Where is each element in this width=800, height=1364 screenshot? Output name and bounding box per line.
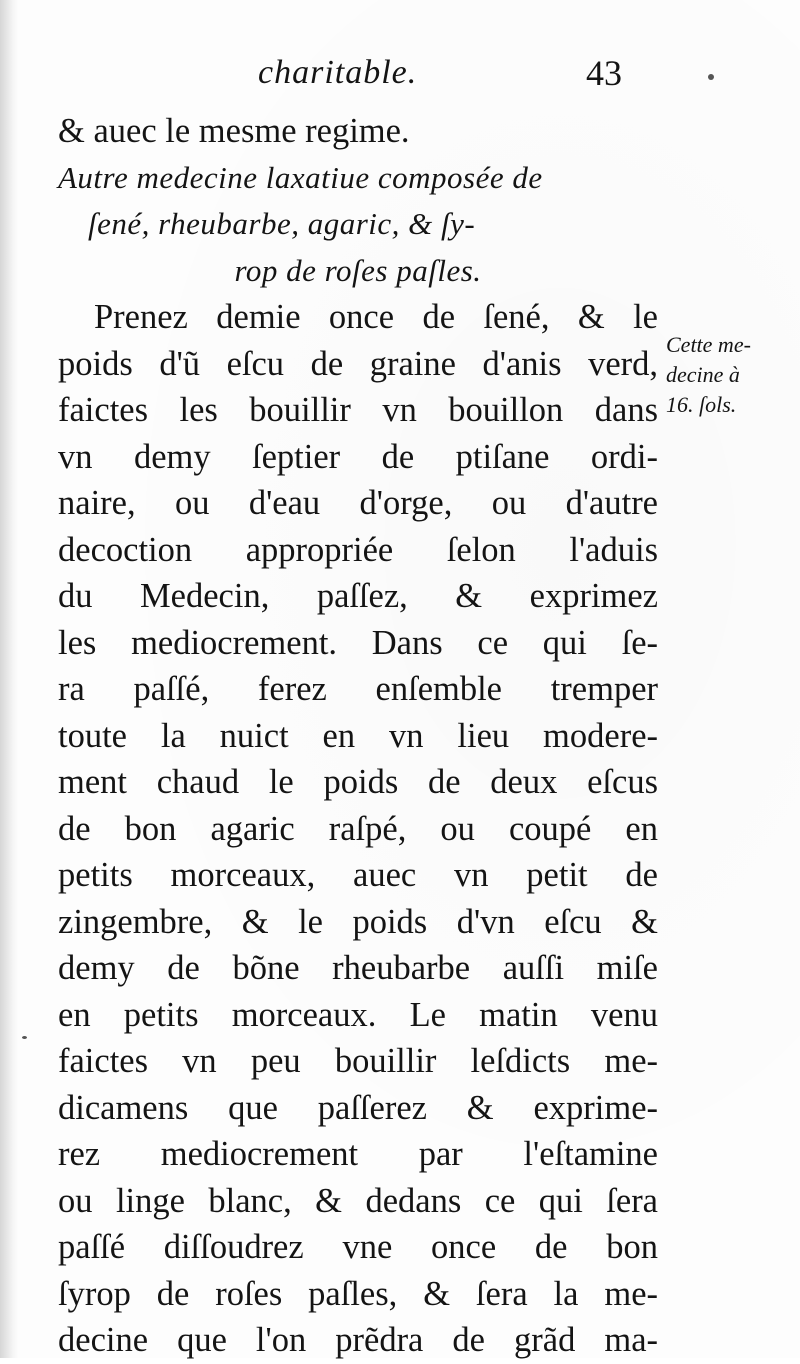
text-line-14: toute la nuict en vn lieu modere-	[58, 716, 658, 755]
text-line-18: zingembre, & le poids d'vn eſcu &	[58, 902, 658, 941]
margin-note-line-2: decine à	[666, 362, 740, 387]
running-head: charitable.	[258, 54, 418, 91]
page-header	[0, 52, 800, 102]
text-line-5: Prenez demie once de ſené, & le	[94, 298, 658, 336]
recipe-heading-line-2: ſené, rheubarbe, agaric, & ſy-	[88, 206, 476, 241]
text-line-10: decoction appropriée ſelon l'aduis	[58, 530, 658, 569]
text-line-25: paſſé diſſoudrez vne once de bon	[58, 1228, 658, 1266]
text-line-1: & auec le mesme regime.	[58, 112, 410, 150]
text-line-22: dicamens que paſſerez & exprime-	[58, 1088, 658, 1127]
recipe-heading-line-1: Autre medecine laxatiue composée de	[58, 159, 543, 195]
main-text	[58, 108, 658, 1364]
margin-note-line-1: Cette me-	[666, 332, 751, 357]
page-gutter-shadow	[0, 0, 18, 1358]
ink-speck	[22, 1036, 27, 1039]
text-line-12: les mediocrement. Dans ce qui ſe-	[58, 623, 658, 662]
text-line-23: rez mediocrement par l'eſtamine	[58, 1135, 658, 1173]
margin-note	[666, 330, 786, 420]
text-line-15: ment chaud le poids de deux eſcus	[58, 763, 658, 801]
text-line-8: vn demy ſeptier de ptiſane ordi-	[58, 437, 658, 476]
recipe-heading-line-3: rop de roſes paſles.	[234, 252, 482, 288]
margin-note-line-3: 16. ſols.	[666, 392, 737, 417]
text-line-9: naire, ou d'eau d'orge, ou d'autre	[58, 484, 658, 522]
text-line-7: faictes les bouillir vn bouillon dans	[58, 391, 658, 429]
ink-speck	[708, 74, 714, 80]
text-line-13: ra paſſé, ferez enſemble tremper	[58, 670, 658, 708]
text-line-16: de bon agaric raſpé, ou coupé en	[58, 809, 658, 848]
text-line-21: faictes vn peu bouillir leſdicts me-	[58, 1042, 658, 1080]
text-line-17: petits morceaux, auec vn petit de	[58, 856, 658, 894]
text-line-27: decine que l'on prẽdra de grãd ma-	[58, 1321, 658, 1359]
text-line-11: du Medecin, paſſez, & exprimez	[58, 577, 658, 615]
text-line-19: demy de bõne rheubarbe auſſi miſe	[58, 949, 658, 987]
text-line-26: ſyrop de roſes paſles, & ſera la me-	[58, 1274, 658, 1313]
page-number: 43	[586, 53, 622, 93]
text-line-6: poids d'ũ eſcu de graine d'anis verd,	[58, 344, 658, 383]
text-line-20: en petits morceaux. Le matin venu	[58, 995, 658, 1034]
text-line-24: ou linge blanc, & dedans ce qui ſera	[58, 1181, 658, 1220]
